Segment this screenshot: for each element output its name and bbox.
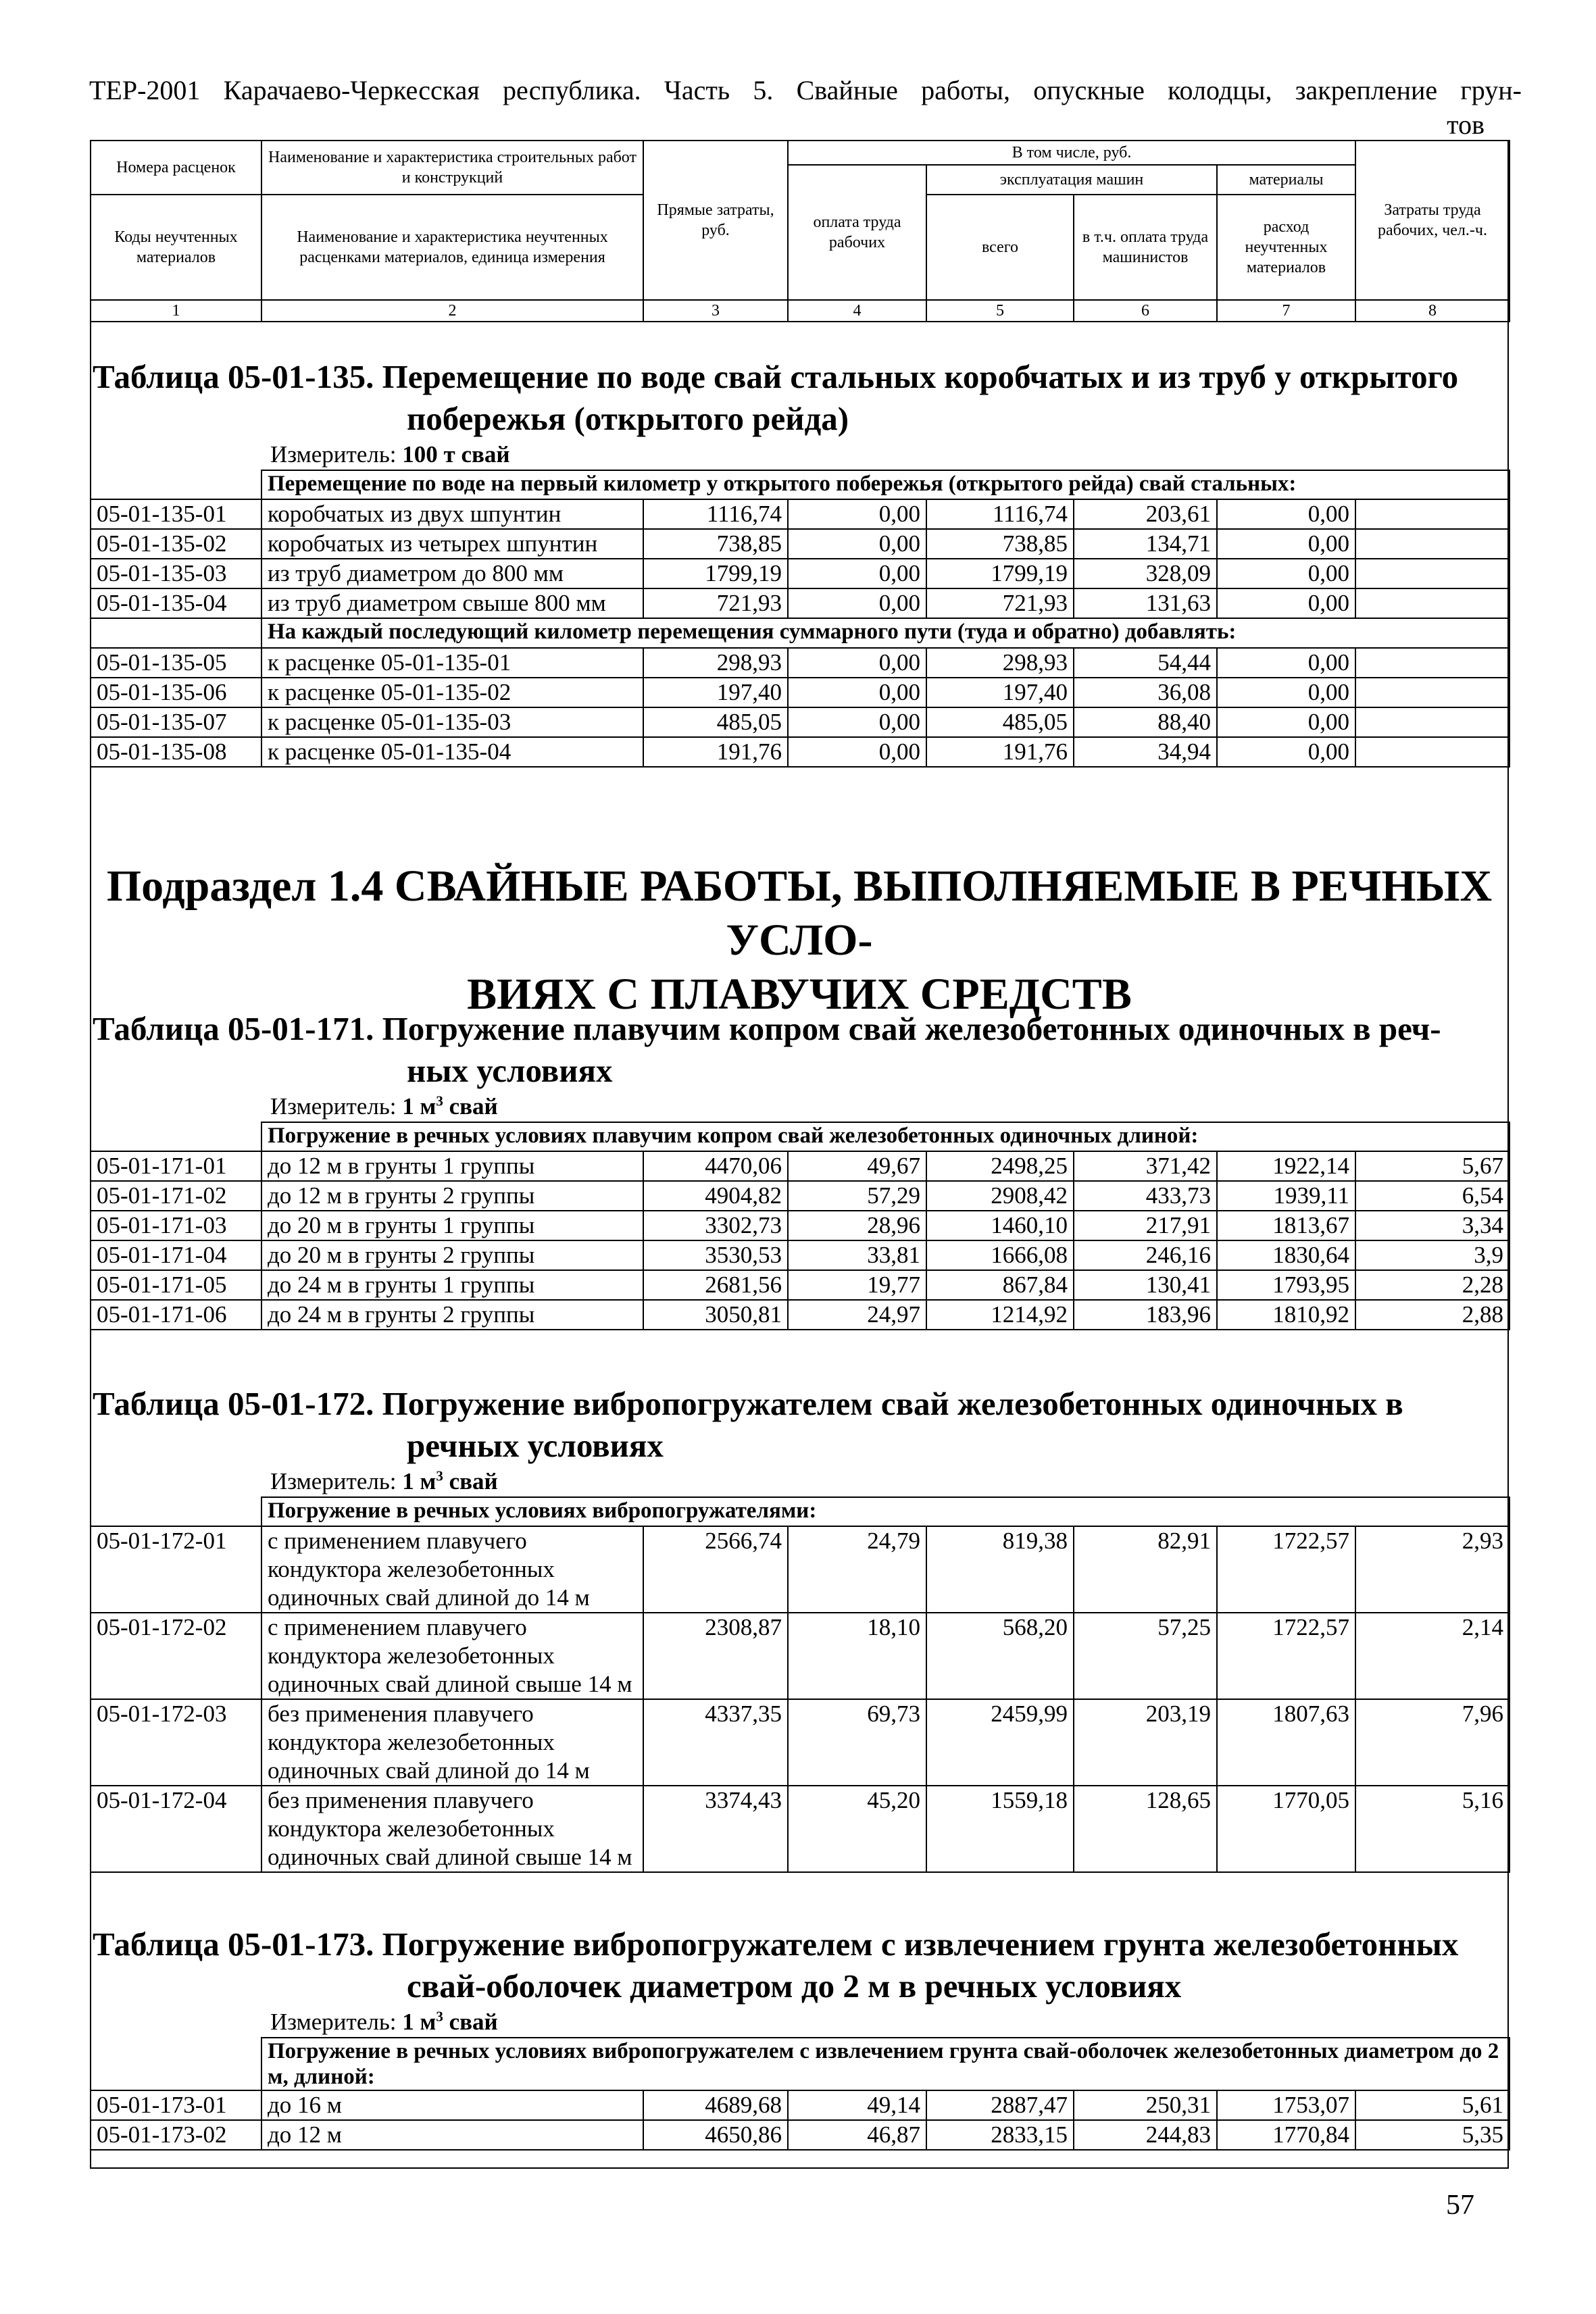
- col-number: 1: [91, 300, 261, 322]
- table-row: 05-01-171-06 до 24 м в грунты 2 группы 3050,81 24,97 1214,92 183,96 1810,92 2,88: [91, 1300, 1510, 1330]
- table-row: 05-01-135-06 к расценке 05-01-135-02 197,40 0,00 197,40 36,08 0,00: [91, 678, 1510, 707]
- table-row: 05-01-135-08 к расценке 05-01-135-04 191,76 0,00 191,76 34,94 0,00: [91, 737, 1510, 767]
- table-row: 05-01-172-04 без применения плавучего кондуктора железобетонных одиночных свай длиной свыше 14 м 3374,43 45,20 1559,18 128,65 1770,05 5,16: [91, 1786, 1510, 1872]
- table-row: 05-01-172-03 без применения плавучего кондуктора железобетонных одиночных свай длиной до 14 м 4337,35 69,73 2459,99 203,19 1807,63 7,96: [91, 1699, 1510, 1786]
- table-row: 05-01-172-02 с применением плавучего кондуктора железобетонных одиночных свай длиной свыше 14 м 2308,87 18,10 568,20 57,25 1722,57 2,14: [91, 1613, 1510, 1699]
- table-135-block: [91, 356, 1507, 768]
- col-number: 3: [643, 300, 788, 322]
- labor-pay-header: оплата труда рабочих: [788, 165, 926, 300]
- table-172-block: [91, 1383, 1507, 1873]
- col2-top-header: Наименование и характеристика строительных работ и конструкций: [261, 141, 643, 195]
- table-171: [90, 1122, 1510, 1330]
- col1-top-header: Номера расценок: [91, 141, 261, 195]
- table-172-title: Таблица 05-01-172. Погружение вибропогружателем свай железобетонных одиночных в речных условиях: [93, 1385, 1403, 1464]
- table-135: [90, 470, 1510, 768]
- table-135-measure: Измеритель: 100 т свай: [270, 441, 510, 468]
- table-173-measure: Измеритель: 1 $м^3$ свай: [270, 2008, 498, 2035]
- group-heading: На каждый последующий километр перемещения суммарного пути (туда и обратно) добавлять:: [261, 618, 1510, 648]
- table-row: 05-01-135-01 коробчатых из двух шпунтин 1116,74 0,00 1116,74 203,61 0,00: [91, 499, 1510, 529]
- incl-header: В том числе, руб.: [788, 141, 1355, 165]
- table-row: 05-01-135-03 из труб диаметром до 800 мм 1799,19 0,00 1799,19 328,09 0,00: [91, 559, 1510, 588]
- page-header-tail: тов: [1447, 109, 1485, 140]
- table-row: 05-01-173-01 до 16 м 4689,68 49,14 2887,47 250,31 1753,07 5,61: [91, 2090, 1510, 2120]
- table-row: 05-01-171-05 до 24 м в грунты 1 группы 2681,56 19,77 867,84 130,41 1793,95 2,28: [91, 1270, 1510, 1300]
- group-heading: Погружение в речных условиях вибропогружателем с извлечением грунта свай-оболочек железобетонных диаметром до 2 м, длиной:: [261, 2038, 1510, 2090]
- col3-header: Прямые затраты, руб.: [643, 141, 788, 300]
- col1-bottom-header: Коды неучтенных материалов: [91, 195, 261, 300]
- table-173: [90, 2037, 1510, 2150]
- labor-header: Затраты труда рабочих, чел.-ч.: [1355, 141, 1510, 300]
- page-header: ТЕР-2001 Карачаево-Черкесская республика. Часть 5. Свайные работы, опускные колодцы, закрепление грун-: [89, 75, 1522, 105]
- machines-header: эксплуатация машин: [926, 165, 1217, 195]
- group-heading: Погружение в речных условиях плавучим копром свай железобетонных одиночных длиной:: [261, 1122, 1510, 1151]
- table-row: 05-01-171-03 до 20 м в грунты 1 группы 3302,73 28,96 1460,10 217,91 1813,67 3,34: [91, 1211, 1510, 1240]
- col-number: 8: [1355, 300, 1510, 322]
- table-row: 05-01-135-05 к расценке 05-01-135-01 298,93 0,00 298,93 54,44 0,00: [91, 648, 1510, 678]
- table-173-title: Таблица 05-01-173. Погружение вибропогружателем с извлечением грунта железобетонных свай-оболочек диаметром до 2 м в речных условиях: [93, 1926, 1459, 2005]
- table-172: [90, 1496, 1510, 1873]
- page-number: 57: [1446, 2190, 1474, 2221]
- table-row: 05-01-173-02 до 12 м 4650,86 46,87 2833,15 244,83 1770,84 5,35: [91, 2120, 1510, 2150]
- table-171-block: [91, 1008, 1507, 1330]
- subsection-heading: Подраздел 1.4 СВАЙНЫЕ РАБОТЫ, ВЫПОЛНЯЕМЫЕ В РЕЧНЫХ УСЛО- ВИЯХ С ПЛАВУЧИХ СРЕДСТВ: [106, 861, 1493, 1019]
- col-number: 5: [926, 300, 1074, 322]
- col-number: 7: [1217, 300, 1355, 322]
- table-172-measure: Измеритель: 1 $м^3$ свай: [270, 1467, 498, 1494]
- document-sheet: [90, 140, 1509, 2169]
- materials-sub-header: расход неучтенных материалов: [1217, 195, 1355, 300]
- col-number: 4: [788, 300, 926, 322]
- table-171-measure: Измеритель: 1 $м^3$ свай: [270, 1092, 498, 1120]
- table-row: 05-01-135-02 коробчатых из четырех шпунтин 738,85 0,00 738,85 134,71 0,00: [91, 529, 1510, 559]
- table-row: 05-01-171-02 до 12 м в грунты 2 группы 4904,82 57,29 2908,42 433,73 1939,11 6,54: [91, 1181, 1510, 1211]
- table-row: 05-01-171-04 до 20 м в грунты 2 группы 3530,53 33,81 1666,08 246,16 1830,64 3,9: [91, 1240, 1510, 1270]
- table-173-block: [91, 1923, 1507, 2150]
- col2-bottom-header: Наименование и характеристика неучтенных расценками материалов, единица измерения: [261, 195, 643, 300]
- table-row: 05-01-171-01 до 12 м в грунты 1 группы 4470,06 49,67 2498,25 371,42 1922,14 5,67: [91, 1151, 1510, 1181]
- group-heading: Перемещение по воде на первый километр у открытого побережья (открытого рейда) свай стальных:: [261, 470, 1510, 499]
- group-heading: Погружение в речных условиях вибропогружателями:: [261, 1497, 1510, 1526]
- table-row: 05-01-135-04 из труб диаметром свыше 800 мм 721,93 0,00 721,93 131,63 0,00: [91, 588, 1510, 618]
- table-row: 05-01-135-07 к расценке 05-01-135-03 485,05 0,00 485,05 88,40 0,00: [91, 707, 1510, 737]
- col-number: 6: [1074, 300, 1217, 322]
- machines-total-header: всего: [926, 195, 1074, 300]
- table-135-title: Таблица 05-01-135. Перемещение по воде свай стальных коробчатых и из труб у открытого побережья (открытого рейда): [93, 358, 1459, 437]
- column-header-table: [90, 140, 1510, 322]
- table-171-title: Таблица 05-01-171. Погружение плавучим копром свай железобетонных одиночных в реч- ных условиях: [93, 1010, 1441, 1089]
- table-row: 05-01-172-01 с применением плавучего кондуктора железобетонных одиночных свай длиной до 14 м 2566,74 24,79 819,38 82,91 1722,57 2,93: [91, 1526, 1510, 1613]
- machines-incl-header: в т.ч. оплата труда машинистов: [1074, 195, 1217, 300]
- col-number: 2: [261, 300, 643, 322]
- materials-header: материалы: [1217, 165, 1355, 195]
